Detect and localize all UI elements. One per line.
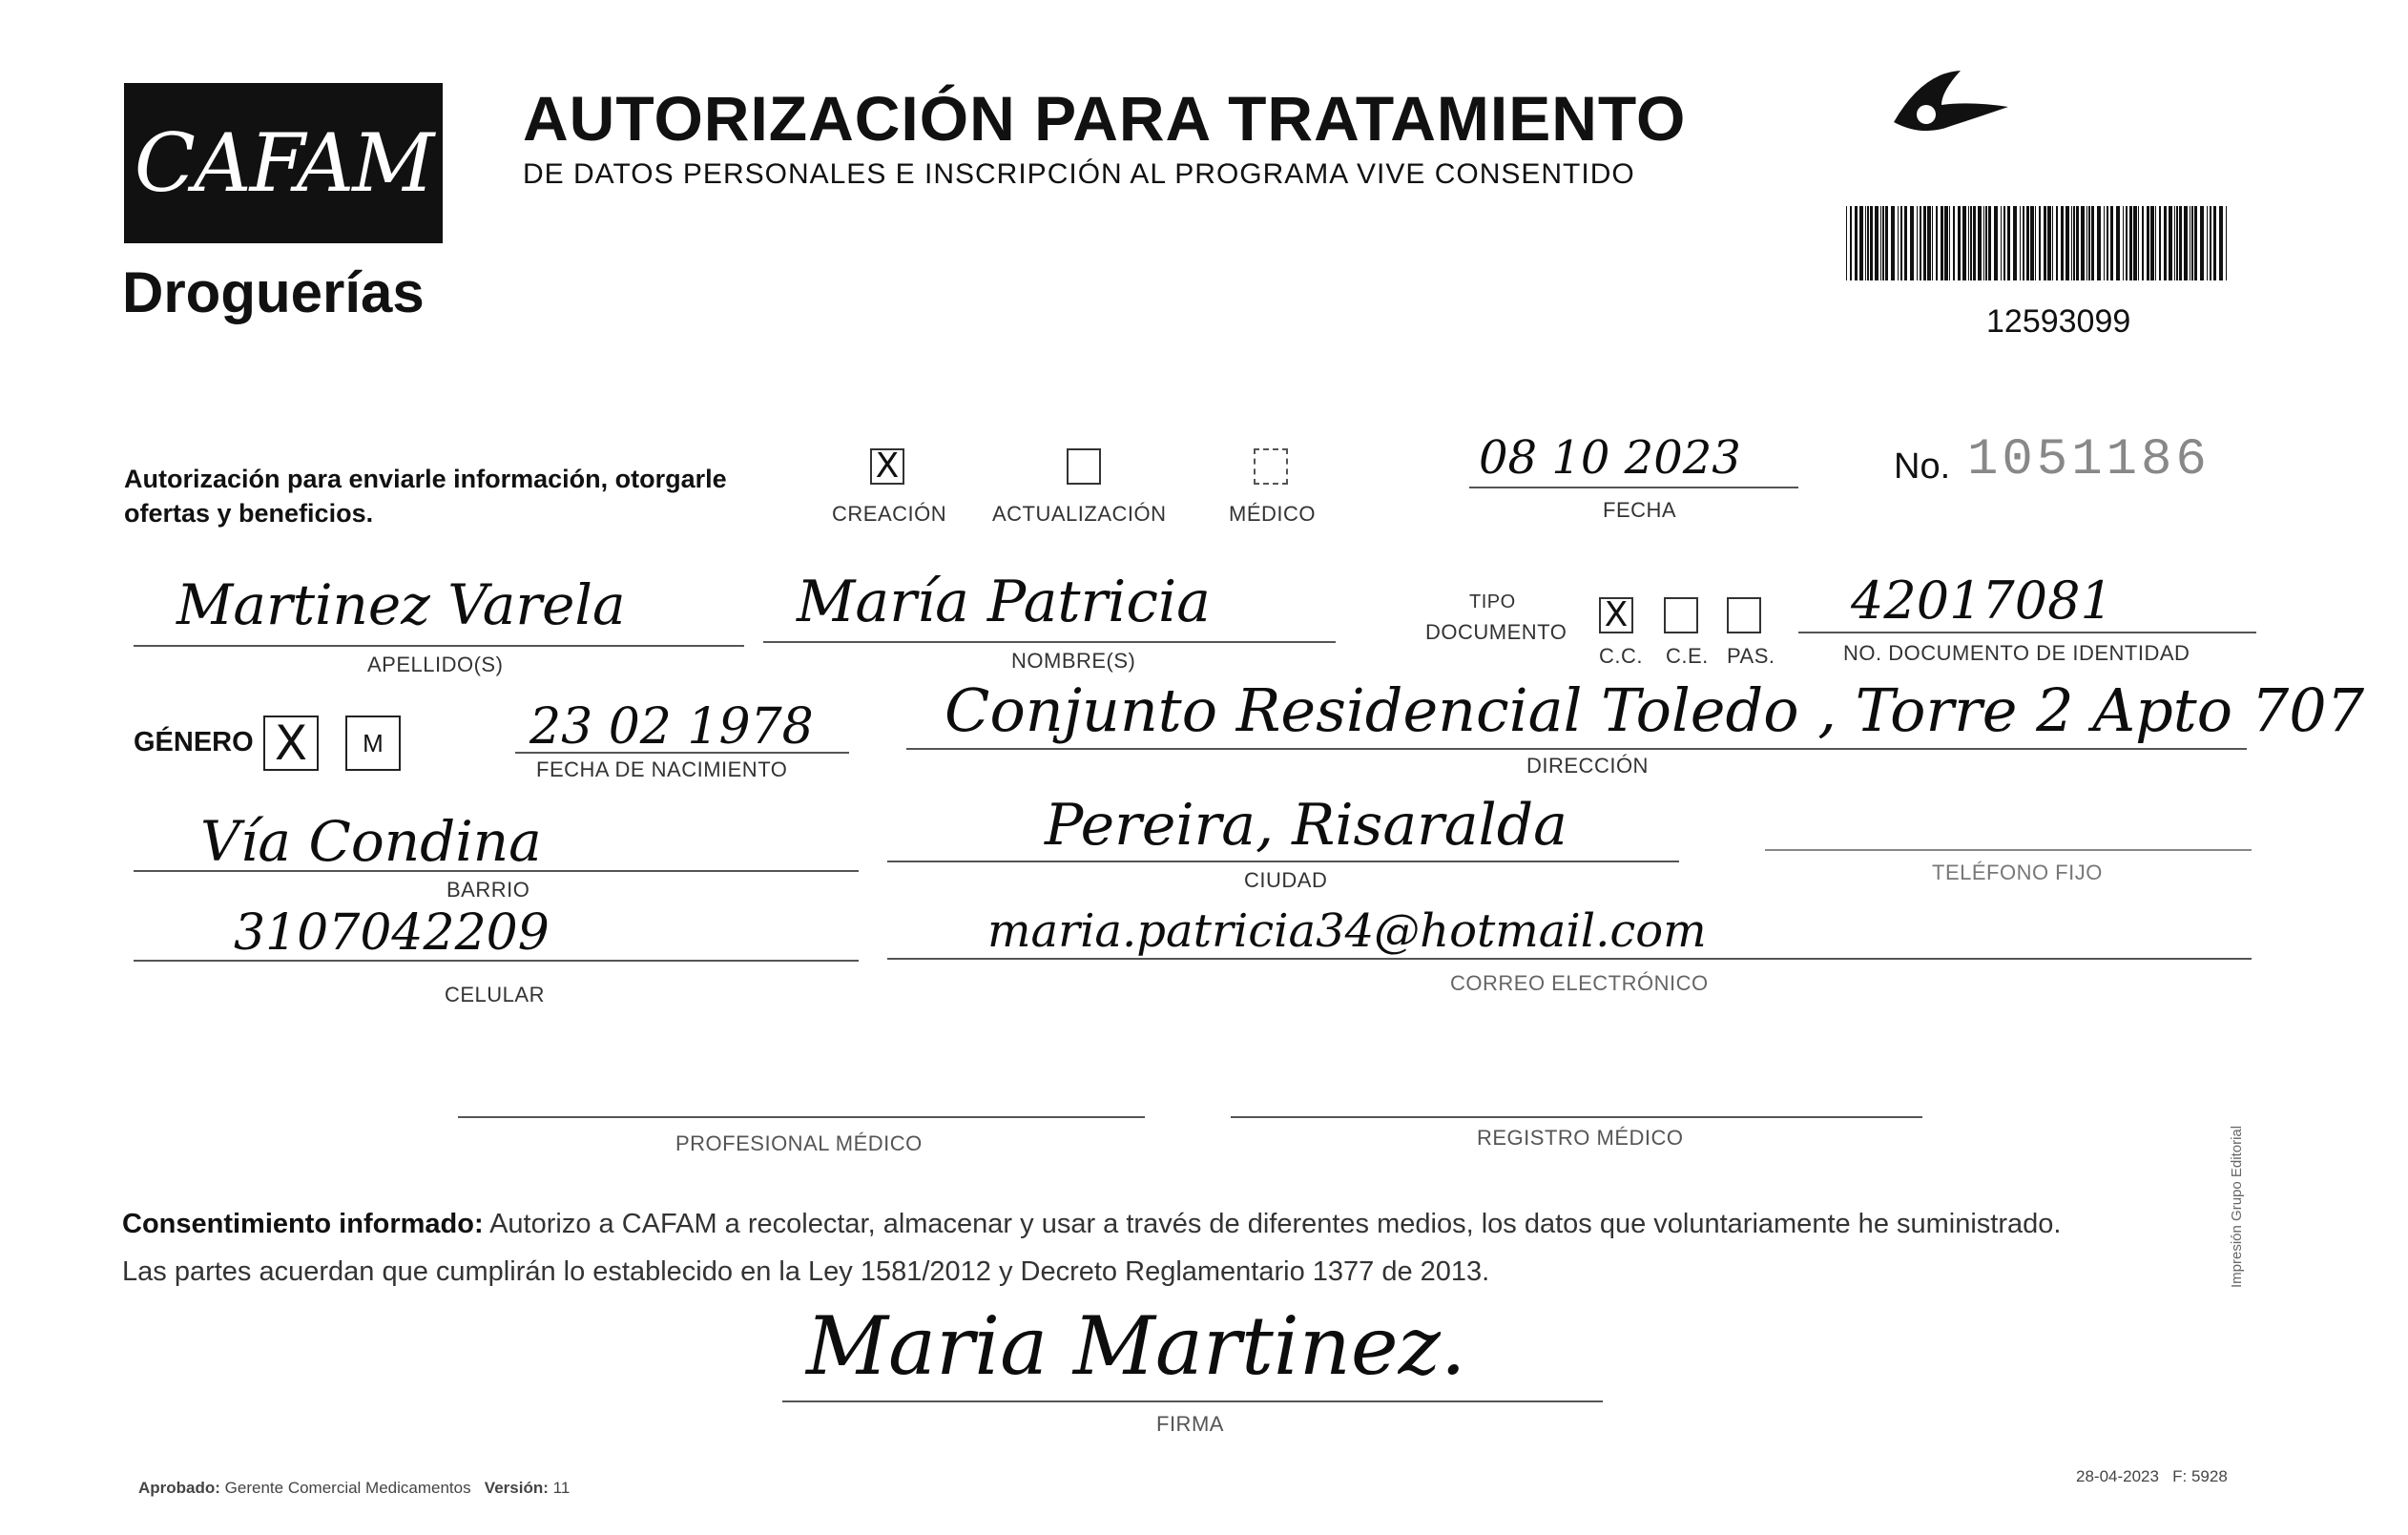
date-label: FECHA xyxy=(1603,498,1677,522)
barrio-value: Vía Condina xyxy=(200,809,542,874)
doc-ce-label: C.E. xyxy=(1666,644,1709,668)
address-value: Conjunto Residencial Toledo , Torre 2 Apto 707 xyxy=(945,675,2365,745)
registry-label: REGISTRO MÉDICO xyxy=(1477,1126,1684,1150)
phone-line xyxy=(1765,849,2252,851)
doc-type-label-2: DOCUMENTO xyxy=(1425,620,1567,644)
vive-consentido-emblem-icon xyxy=(1884,63,2018,139)
address-line xyxy=(906,748,2247,750)
city-line xyxy=(887,861,1679,862)
surnames-label: APELLIDO(S) xyxy=(367,653,504,676)
barcode-number: 12593099 xyxy=(1986,303,2131,340)
gender-f-mark: X xyxy=(274,716,308,771)
signature-label: FIRMA xyxy=(1156,1412,1224,1436)
doc-number-value: 42017081 xyxy=(1851,570,2113,631)
version-label: Versión: xyxy=(484,1479,549,1497)
doctor-label: PROFESIONAL MÉDICO xyxy=(675,1131,923,1155)
address-label: DIRECCIÓN xyxy=(1526,754,1649,778)
doc-cc-label: C.C. xyxy=(1599,644,1643,668)
consent-text xyxy=(122,1200,2259,1296)
gender-label: GÉNERO xyxy=(134,727,254,757)
medico-label: MÉDICO xyxy=(1229,502,1316,526)
mobile-label: CELULAR xyxy=(445,983,545,1006)
form-number: 1051186 xyxy=(1967,431,2211,489)
creacion-checkbox[interactable] xyxy=(870,448,904,485)
gender-f-checkbox[interactable] xyxy=(263,716,319,771)
logo-subtitle: Droguerías xyxy=(122,260,425,324)
mobile-value: 3107042209 xyxy=(234,904,550,962)
names-value: María Patricia xyxy=(797,569,1211,635)
medico-checkbox[interactable] xyxy=(1254,448,1288,485)
approved-value: Gerente Comercial Medicamentos xyxy=(224,1479,471,1497)
doc-type-label-1: TIPO xyxy=(1469,591,1516,612)
birth-label: FECHA DE NACIMIENTO xyxy=(536,757,788,781)
footer-right xyxy=(2076,1467,2228,1486)
consent-line-2: Las partes acuerdan que cumplirán lo establecido en la Ley 1581/2012 y Decreto Reglamentario 1377 de 2013. xyxy=(122,1256,1490,1287)
signature: Maria Martinez. xyxy=(806,1299,1466,1393)
creacion-label: CREACIÓN xyxy=(832,502,947,526)
names-label: NOMBRE(S) xyxy=(1011,649,1136,673)
doc-pas-label: PAS. xyxy=(1727,644,1775,668)
footer-code: F: 5928 xyxy=(2172,1467,2228,1485)
doc-cc-checkbox[interactable] xyxy=(1599,597,1633,633)
birth-value: 23 02 1978 xyxy=(529,698,814,756)
consent-line-1-text: Autorizo a CAFAM a recolectar, almacenar y usar a través de diferentes medios, los datos que voluntariamente he suministrado. xyxy=(489,1209,2062,1239)
barrio-label: BARRIO xyxy=(446,878,530,902)
doc-pas-checkbox[interactable] xyxy=(1727,597,1761,633)
gender-m-checkbox[interactable] xyxy=(345,716,401,771)
logo-text: CAFAM xyxy=(134,116,433,210)
approved-label: Aprobado: xyxy=(138,1479,220,1497)
form-title: AUTORIZACIÓN PARA TRATAMIENTO xyxy=(523,83,1687,154)
consent-line-1 xyxy=(122,1200,2259,1248)
version-value: 11 xyxy=(552,1479,571,1497)
doc-ce-checkbox[interactable] xyxy=(1664,597,1698,633)
form-number-prefix: No. xyxy=(1894,446,1951,487)
footer-date: 28-04-2023 xyxy=(2076,1467,2159,1485)
barcode xyxy=(1846,206,2232,280)
names-line xyxy=(763,641,1336,643)
actualizacion-label: ACTUALIZACIÓN xyxy=(992,502,1167,526)
checkbox-mark: X xyxy=(875,446,900,486)
actualizacion-checkbox[interactable] xyxy=(1067,448,1101,485)
birth-line xyxy=(515,752,849,754)
date-value: 08 10 2023 xyxy=(1479,431,1741,485)
side-printer-text: Impresión Grupo Editorial xyxy=(2229,1125,2245,1288)
signature-line xyxy=(782,1400,1603,1402)
authorization-text: Autorización para enviarle información, otorgarle ofertas y beneficios. xyxy=(124,465,727,528)
gender-m-label: M xyxy=(363,728,384,757)
email-line xyxy=(887,958,2252,960)
date-line xyxy=(1469,487,1798,488)
footer-approval xyxy=(138,1479,570,1498)
doc-number-line xyxy=(1798,632,2256,633)
mobile-line xyxy=(134,960,859,962)
surnames-line xyxy=(134,645,744,647)
email-value: maria.patricia34@hotmail.com xyxy=(987,904,1707,958)
city-value: Pereira, Risaralda xyxy=(1045,792,1567,859)
registry-line xyxy=(1231,1116,1922,1118)
barrio-line xyxy=(134,870,859,872)
consent-heading: Consentimiento informado: xyxy=(122,1209,484,1239)
doctor-line xyxy=(458,1116,1145,1118)
cafam-logo xyxy=(124,83,443,243)
surnames-value: Martinez Varela xyxy=(176,572,626,637)
phone-label: TELÉFONO FIJO xyxy=(1932,861,2103,884)
doc-number-label: NO. DOCUMENTO DE IDENTIDAD xyxy=(1843,641,2190,665)
form-subtitle: DE DATOS PERSONALES E INSCRIPCIÓN AL PROGRAMA VIVE CONSENTIDO xyxy=(523,158,1635,190)
email-label: CORREO ELECTRÓNICO xyxy=(1450,971,1709,995)
city-label: CIUDAD xyxy=(1244,868,1328,892)
checkbox-mark: X xyxy=(1604,595,1629,634)
